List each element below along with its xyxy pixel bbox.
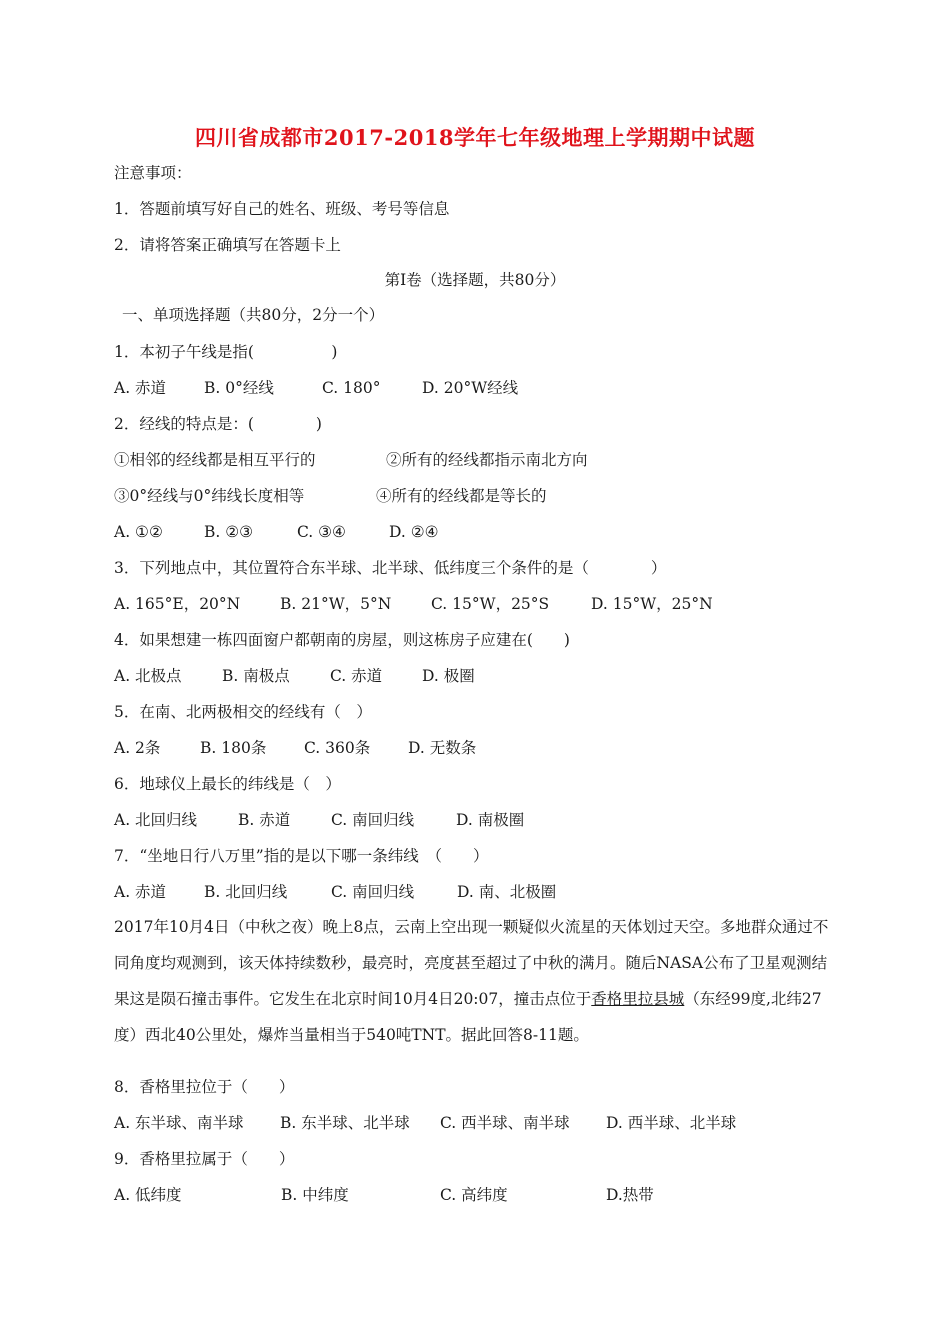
statement: ④所有的经线都是等长的	[376, 487, 547, 505]
option-d: D. 15°W，25°N	[591, 595, 713, 613]
option-d: D.热带	[606, 1186, 654, 1204]
option-d: D. ②④	[389, 523, 439, 541]
question-options	[114, 1185, 654, 1205]
option-c: C. 南回归线	[331, 883, 415, 901]
option-d: D. 南、北极圈	[457, 883, 557, 901]
question-stem: 2．经线的特点是：( )	[114, 415, 322, 433]
part-heading: 一、单项选择题（共80分，2分一个）	[122, 306, 385, 324]
question-stem: 8．香格里拉位于（ ）	[114, 1078, 295, 1096]
option-b: B. 21°W，5°N	[280, 595, 392, 613]
question-options	[114, 594, 713, 614]
question-options	[114, 738, 476, 758]
note-item: 2．请将答案正确填写在答题卡上	[114, 236, 341, 254]
question-stem: 7．“坐地日行八万里”指的是以下哪一条纬线 （ ）	[114, 847, 489, 865]
question-options	[114, 1113, 736, 1133]
question-stem: 1．本初子午线是指( )	[114, 343, 338, 361]
reading-passage	[114, 909, 840, 1053]
option-d: D. 极圈	[422, 667, 475, 685]
question-options	[114, 882, 556, 902]
statement-row	[114, 486, 547, 506]
option-c: C. 西半球、南半球	[440, 1114, 570, 1132]
question-stem: 3．下列地点中，其位置符合东半球、北半球、低纬度三个条件的是（ ）	[114, 559, 667, 577]
option-b: B. 中纬度	[281, 1186, 349, 1204]
option-d: D. 无数条	[408, 739, 477, 757]
option-a: A. 165°E，20°N	[114, 595, 241, 613]
option-a: A. 低纬度	[114, 1186, 182, 1204]
option-b: B. ②③	[204, 523, 254, 541]
volume-heading: 第Ⅰ卷（选择题，共80分）	[384, 271, 566, 289]
question-options	[114, 810, 524, 830]
option-c: C. 赤道	[330, 667, 383, 685]
option-a: A. 东半球、南半球	[114, 1114, 244, 1132]
question-options	[114, 378, 518, 398]
option-b: B. 180条	[200, 739, 267, 757]
page-title: 四川省成都市2017-2018学年七年级地理上学期期中试题	[194, 125, 756, 150]
option-b: B. 东半球、北半球	[280, 1114, 410, 1132]
option-c: C. 南回归线	[331, 811, 415, 829]
option-a: A. 赤道	[114, 883, 167, 901]
option-a: A. 2条	[114, 739, 161, 757]
question-stem: 5．在南、北两极相交的经线有（ ）	[114, 703, 372, 721]
statement: ②所有的经线都指示南北方向	[386, 451, 588, 469]
option-c: C. 180°	[322, 379, 381, 397]
question-options	[114, 522, 439, 542]
option-d: D. 20°W经线	[422, 379, 519, 397]
question-options	[114, 666, 475, 686]
option-c: C. 15°W，25°S	[431, 595, 550, 613]
statement: ③0°经线与0°纬线长度相等	[114, 487, 305, 505]
passage-underlined-place: 香格里拉县城	[591, 990, 685, 1008]
notes-heading: 注意事项：	[114, 164, 192, 182]
option-b: B. 0°经线	[204, 379, 274, 397]
option-d: D. 南极圈	[456, 811, 525, 829]
option-a: A. 北极点	[114, 667, 182, 685]
passage-text: （东经99度,北纬27度）西北40公里处，爆炸当量相当于540吨TNT。据此回答8-11题。	[114, 990, 822, 1044]
option-b: B. 赤道	[238, 811, 291, 829]
option-b: B. 南极点	[222, 667, 290, 685]
statement: ①相邻的经线都是相互平行的	[114, 451, 316, 469]
passage-text: 2017年10月4日（中秋之夜）晚上8点，云南上空出现一颗疑似火流星的天体划过天空。多地群众通过不同角度均观测到，该天体持续数秒，最亮时，亮度甚至超过了中秋的满月。随后NASA公布了卫星观测结果这是陨石撞击事件。它发生在北京时间10月4日20:07，撞击点位于	[114, 918, 829, 1008]
option-a: A. ①②	[114, 523, 163, 541]
option-a: A. 赤道	[114, 379, 167, 397]
option-a: A. 北回归线	[114, 811, 198, 829]
option-b: B. 北回归线	[204, 883, 288, 901]
option-c: C. 高纬度	[440, 1186, 508, 1204]
question-stem: 6．地球仪上最长的纬线是（ ）	[114, 775, 341, 793]
statement-row	[114, 450, 588, 470]
question-stem: 9．香格里拉属于（ ）	[114, 1150, 295, 1168]
option-d: D. 西半球、北半球	[606, 1114, 737, 1132]
note-item: 1．答题前填写好自己的姓名、班级、考号等信息	[114, 200, 450, 218]
question-stem: 4．如果想建一栋四面窗户都朝南的房屋，则这栋房子应建在( )	[114, 631, 570, 649]
option-c: C. 360条	[304, 739, 371, 757]
option-c: C. ③④	[297, 523, 346, 541]
